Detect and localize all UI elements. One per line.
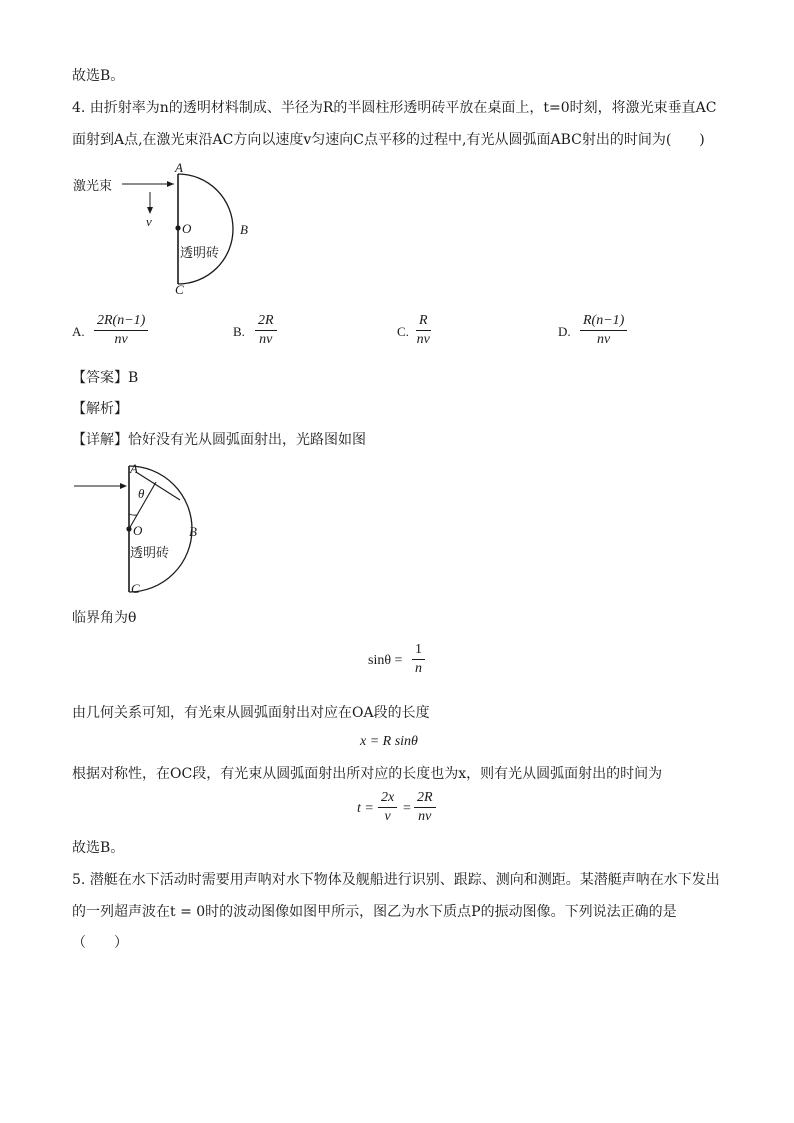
option-c-denominator: nv: [416, 332, 430, 347]
equation-3-left: t =: [357, 801, 374, 816]
label-O: O: [182, 221, 192, 236]
label-A: A: [175, 160, 183, 175]
equation-2: x = R sinθ: [360, 734, 418, 749]
option-b-denominator: nv: [259, 332, 273, 347]
equation-3-denominator-1: v: [384, 809, 391, 824]
figure-2-light-path: [70, 458, 220, 598]
option-d-fraction: [580, 313, 627, 348]
fig2-brick-label: 透明砖: [130, 546, 170, 561]
brick-label: 透明砖: [180, 246, 220, 261]
equation-3-fraction-2: [414, 790, 436, 825]
option-c-fraction: [416, 313, 431, 348]
equation-1-denominator: n: [415, 661, 422, 676]
detail-text: 【详解】恰好没有光从圆弧面射出，光路图如图: [72, 432, 366, 448]
option-b-numerator: 2R: [255, 313, 277, 331]
previous-answer: 故选B。: [72, 68, 125, 84]
fig2-label-A: A: [130, 461, 138, 476]
question-5-line-3: （ ）: [72, 935, 128, 951]
label-v: v: [146, 214, 152, 229]
option-b-fraction: [255, 313, 277, 348]
equation-3-numerator-1: 2x: [378, 790, 397, 808]
fig2-label-B: B: [189, 524, 197, 539]
option-a-fraction: [94, 313, 148, 348]
option-c-numerator: R: [416, 313, 431, 331]
option-d-label: D.: [558, 324, 571, 339]
equation-3-equals: =: [403, 801, 411, 816]
option-a-numerator: 2R(n−1): [94, 313, 148, 331]
option-d-numerator: R(n−1): [580, 313, 627, 331]
equation-3-denominator-2: nv: [418, 809, 432, 824]
equation-1-left: sinθ =: [368, 653, 403, 668]
equation-1-numerator: 1: [412, 642, 425, 660]
equation-3-fraction-1: [378, 790, 397, 825]
option-b-label: B.: [233, 324, 245, 339]
geometry-text: 由几何关系可知，有光束从圆弧面射出对应在OA段的长度: [72, 705, 430, 721]
option-a-denominator: nv: [114, 332, 128, 347]
option-c-label: C.: [397, 324, 409, 339]
fig2-label-C: C: [131, 581, 140, 596]
label-C: C: [175, 282, 184, 297]
option-d-denominator: nv: [597, 332, 611, 347]
equation-1-fraction: [412, 642, 425, 677]
laser-beam-label: 激光束: [73, 179, 113, 194]
answer: 【答案】B: [72, 370, 139, 386]
critical-angle-text: 临界角为θ: [72, 610, 137, 626]
label-B: B: [240, 222, 248, 237]
question-5-line-1: 5. 潜艇在水下活动时需要用声呐对水下物体及舰船进行识别、跟踪、测向和测距。某潜艇声呐在水下发出: [72, 872, 720, 888]
equation-3-numerator-2: 2R: [414, 790, 436, 808]
fig2-label-theta: θ: [138, 486, 145, 501]
fig2-label-O: O: [133, 523, 143, 538]
analysis-heading: 【解析】: [72, 401, 128, 417]
conclusion: 故选B。: [72, 840, 125, 856]
symmetry-text: 根据对称性，在OC段，有光束从圆弧面射出所对应的长度也为x，则有光从圆弧面射出的时间为: [72, 766, 663, 782]
question-4-line-2: 面射到A点,在激光束沿AC方向以速度v匀速向C点平移的过程中,有光从圆弧面ABC射出的时间为( ): [72, 132, 705, 148]
question-4-line-1: 4. 由折射率为n的透明材料制成、半径为R的半圆柱形透明砖平放在桌面上，t=0时刻，将激光束垂直AC: [72, 100, 717, 116]
option-a-label: A.: [72, 324, 85, 339]
question-5-line-2: 的一列超声波在t = 0时的波动图像如图甲所示，图乙为水下质点P的振动图像。下列说法正确的是: [72, 904, 677, 920]
